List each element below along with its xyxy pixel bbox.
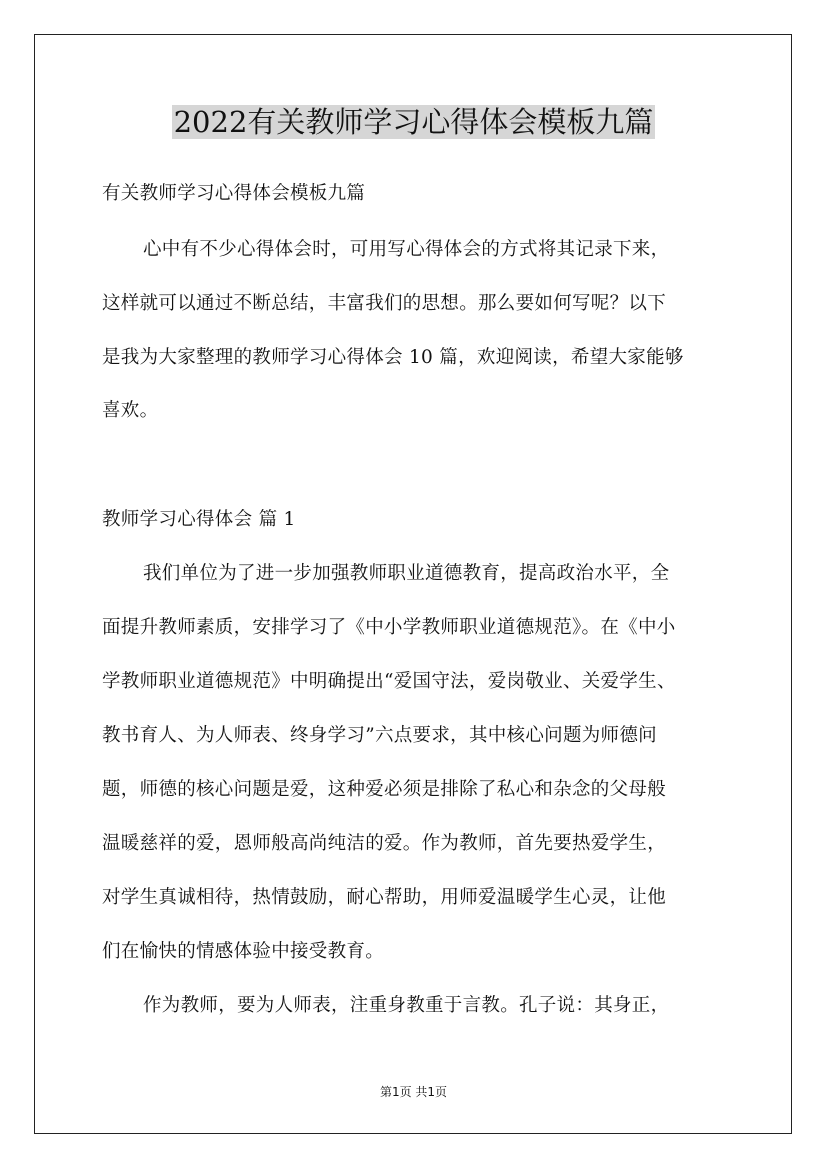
intro-line-1: 心中有不少心得体会时，可用写心得体会的方式将其记录下来，	[143, 239, 670, 260]
section-heading: 教师学习心得体会 篇 1	[102, 509, 296, 530]
section1-line-7: 对学生真诚相待，热情鼓励，耐心帮助，用师爱温暖学生心灵，让他	[102, 887, 667, 908]
section1-line-2: 面提升教师素质，安排学习了《中小学教师职业道德规范》。在《中小	[102, 617, 676, 638]
intro-line-4: 喜欢。	[102, 400, 159, 421]
section2-line-1: 作为教师，要为人师表，注重身教重于言教。孔子说：其身正，	[143, 995, 670, 1016]
document-subtitle: 有关教师学习心得体会模板九篇	[102, 183, 366, 204]
section1-line-6: 温暖慈祥的爱，恩师般高尚纯洁的爱。作为教师，首先要热爱学生，	[102, 833, 667, 854]
section1-line-5: 题，师德的核心问题是爱，这种爱必须是排除了私心和杂念的父母般	[102, 779, 667, 800]
section1-line-8: 们在愉快的情感体验中接受教育。	[102, 941, 385, 962]
section1-line-4: 教书育人、为人师表、终身学习”六点要求，其中核心问题为师德问	[102, 725, 657, 746]
document-title-text: 2022有关教师学习心得体会模板九篇	[173, 105, 654, 139]
document-title	[0, 100, 827, 144]
intro-line-3: 是我为大家整理的教师学习心得体会 10 篇，欢迎阅读，希望大家能够	[102, 347, 684, 368]
page-footer: 第1页 共1页	[379, 1085, 448, 1099]
section1-line-3: 学教师职业道德规范》中明确提出“爱国守法，爱岗敬业、关爱学生、	[102, 671, 676, 692]
intro-line-2: 这样就可以通过不断总结，丰富我们的思想。那么要如何写呢？以下	[102, 293, 667, 314]
section1-line-1: 我们单位为了进一步加强教师职业道德教育，提高政治水平，全	[143, 563, 670, 584]
